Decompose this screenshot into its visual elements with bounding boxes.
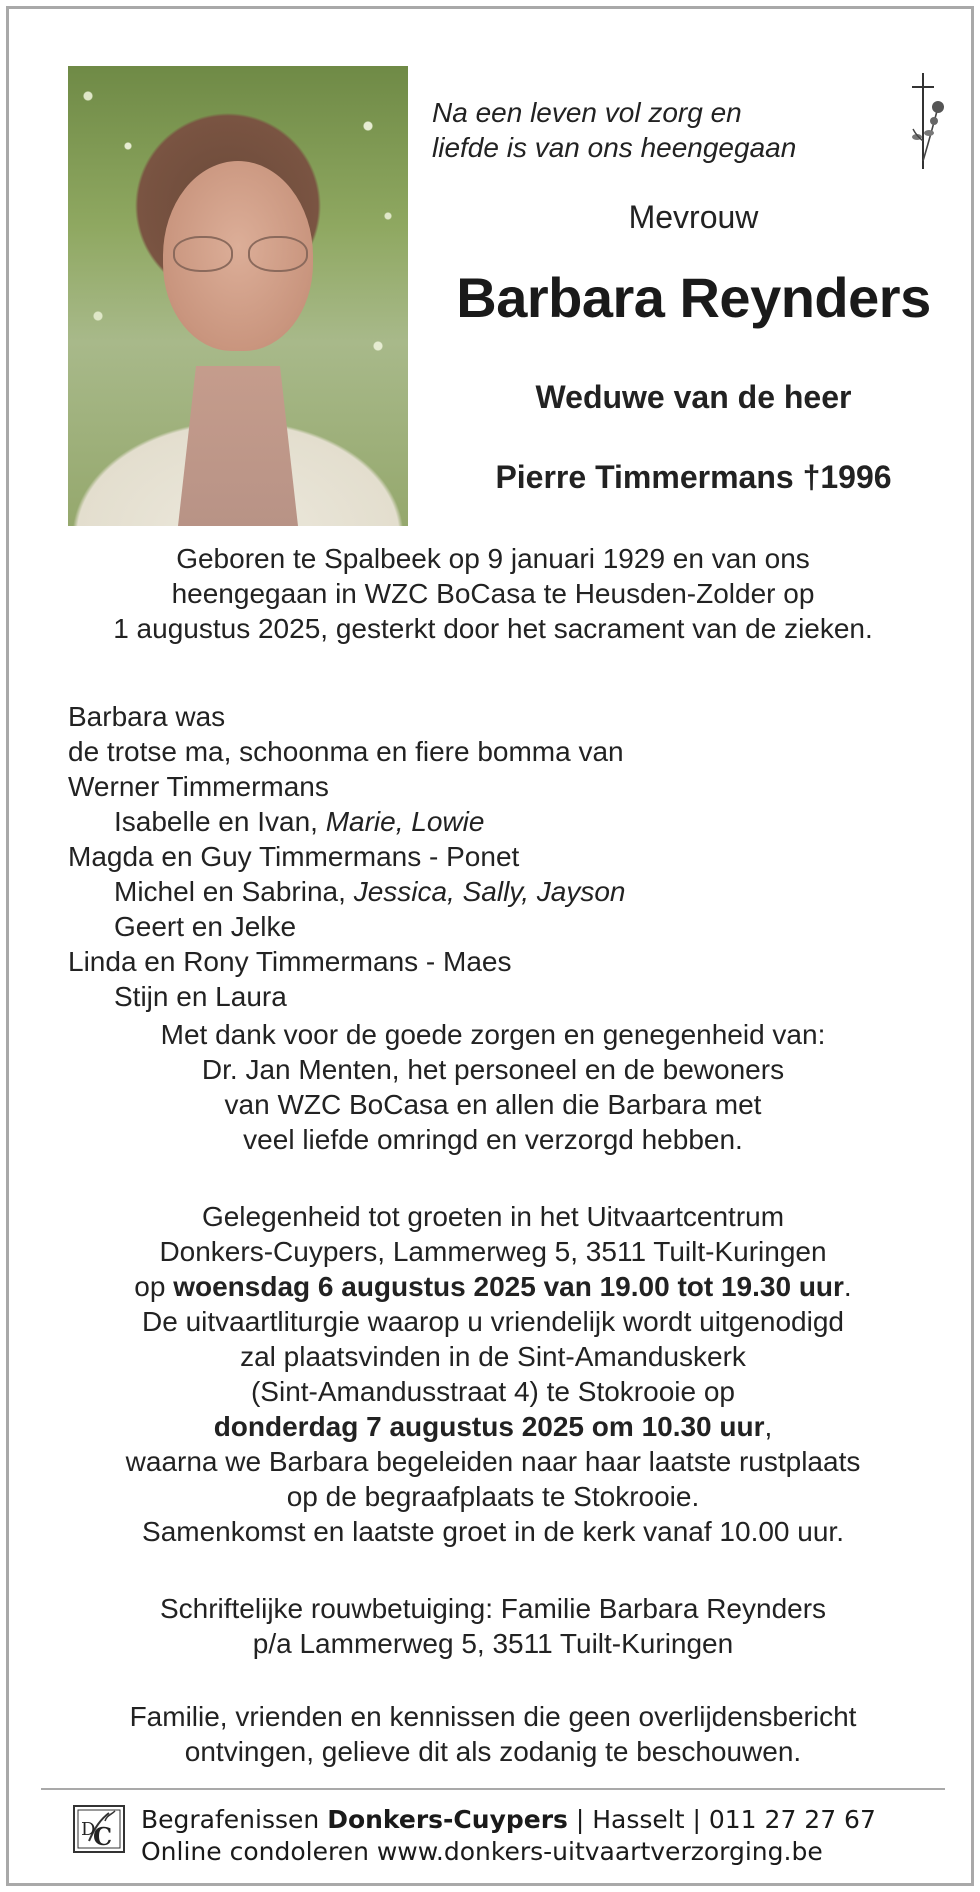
text-line: heengegaan in WZC BoCasa te Heusden-Zolder op <box>171 578 815 609</box>
grandchild-entry: Isabelle en Ivan, Marie, Lowie <box>114 806 485 837</box>
quote-line: Na een leven vol zorg en <box>432 97 742 128</box>
grandchild-entry: Geert en Jelke <box>114 911 297 942</box>
text-line: op de begraafplaats te Stokrooie. <box>286 1481 700 1512</box>
text-line: Dr. Jan Menten, het personeel en de bewoners <box>201 1054 785 1085</box>
birth-death-paragraph <box>31 541 955 646</box>
text-line: veel liefde omringd en verzorgd hebben. <box>243 1124 743 1155</box>
opening-quote <box>432 95 852 165</box>
text-line: Donkers-Cuypers, Lammerweg 5, 3511 Tuilt-Kuringen <box>159 1236 827 1267</box>
family-intro: de trotse ma, schoonma en fiere bomma van <box>68 736 624 767</box>
company-name: Donkers-Cuypers <box>327 1805 568 1834</box>
text-line: Samenkomst en laatste groet in de kerk vanaf 10.00 uur. <box>142 1516 844 1547</box>
funeral-date: donderdag 7 augustus 2025 om 10.30 uur <box>213 1411 765 1442</box>
text-line: 1 augustus 2025, gesterkt door het sacrament van de zieken. <box>113 613 873 644</box>
text-line: van WZC BoCasa en allen die Barbara met <box>224 1089 762 1120</box>
grandchild-entry: Stijn en Laura <box>114 981 287 1012</box>
text-line: ontvingen, gelieve dit als zodanig te beschouwen. <box>184 1736 802 1767</box>
text-line: (Sint-Amandusstraat 4) te Stokrooie op <box>250 1376 735 1407</box>
notice-paragraph <box>31 1699 955 1769</box>
family-intro: Barbara was <box>68 701 226 732</box>
footer-divider <box>41 1788 945 1790</box>
text-line: Gelegenheid tot groeten in het Uitvaartcentrum <box>201 1201 785 1232</box>
text-line: Schriftelijke rouwbetuiging: Familie Barbara Reynders <box>159 1593 827 1624</box>
text-line: Familie, vrienden en kennissen die geen overlijdensbericht <box>129 1701 857 1732</box>
notice-content <box>31 31 955 1875</box>
text-line: Geboren te Spalbeek op 9 januari 1929 en van ons <box>176 543 810 574</box>
text-line: p/a Lammerweg 5, 3511 Tuilt-Kuringen <box>252 1628 734 1659</box>
child-entry: Magda en Guy Timmermans - Ponet <box>68 841 520 872</box>
svg-text:C: C <box>93 1822 113 1851</box>
thanks-paragraph <box>31 1017 955 1157</box>
funeral-home-logo-icon <box>71 1801 127 1855</box>
grandchild-entry: Michel en Sabrina, Jessica, Sally, Jayson <box>114 876 626 907</box>
salutation: Mevrouw <box>628 199 759 235</box>
text-line: donderdag 7 augustus 2025 om 10.30 uur, <box>213 1411 773 1442</box>
svg-text:D: D <box>81 1819 96 1840</box>
footer-website-line: Online condoleren www.donkers-uitvaartverzorging.be <box>141 1837 823 1866</box>
text-line: op woensdag 6 augustus 2025 van 19.00 tot 19.30 uur. <box>134 1271 852 1302</box>
cross-with-rose-icon <box>903 71 951 171</box>
condolence-address <box>31 1591 955 1661</box>
quote-line: liefde is van ons heengegaan <box>432 132 797 163</box>
deceased-name: Barbara Reynders <box>456 266 931 329</box>
footer-company-line: Begrafenissen Donkers-Cuypers | Hasselt | 011 27 27 67 <box>141 1805 876 1834</box>
text-line: waarna we Barbara begeleiden naar haar laatste rustplaats <box>125 1446 861 1477</box>
text-line: De uitvaartliturgie waarop u vriendelijk wordt uitgenodigd <box>142 1306 844 1337</box>
ceremony-paragraph <box>31 1199 955 1549</box>
portrait-photo <box>68 66 408 526</box>
notice-frame <box>6 6 974 1886</box>
widow-of-label: Weduwe van de heer <box>535 379 852 415</box>
child-entry: Werner Timmermans <box>68 771 329 802</box>
husband-name: Pierre Timmermans †1996 <box>495 459 892 495</box>
text-line: zal plaatsvinden in de Sint-Amanduskerk <box>240 1341 746 1372</box>
child-entry: Linda en Rony Timmermans - Maes <box>68 946 512 977</box>
family-list <box>68 699 948 1014</box>
text-line: Met dank voor de goede zorgen en genegenheid van: <box>160 1019 826 1050</box>
visitation-date: woensdag 6 augustus 2025 van 19.00 tot 19.30 uur <box>173 1271 844 1302</box>
